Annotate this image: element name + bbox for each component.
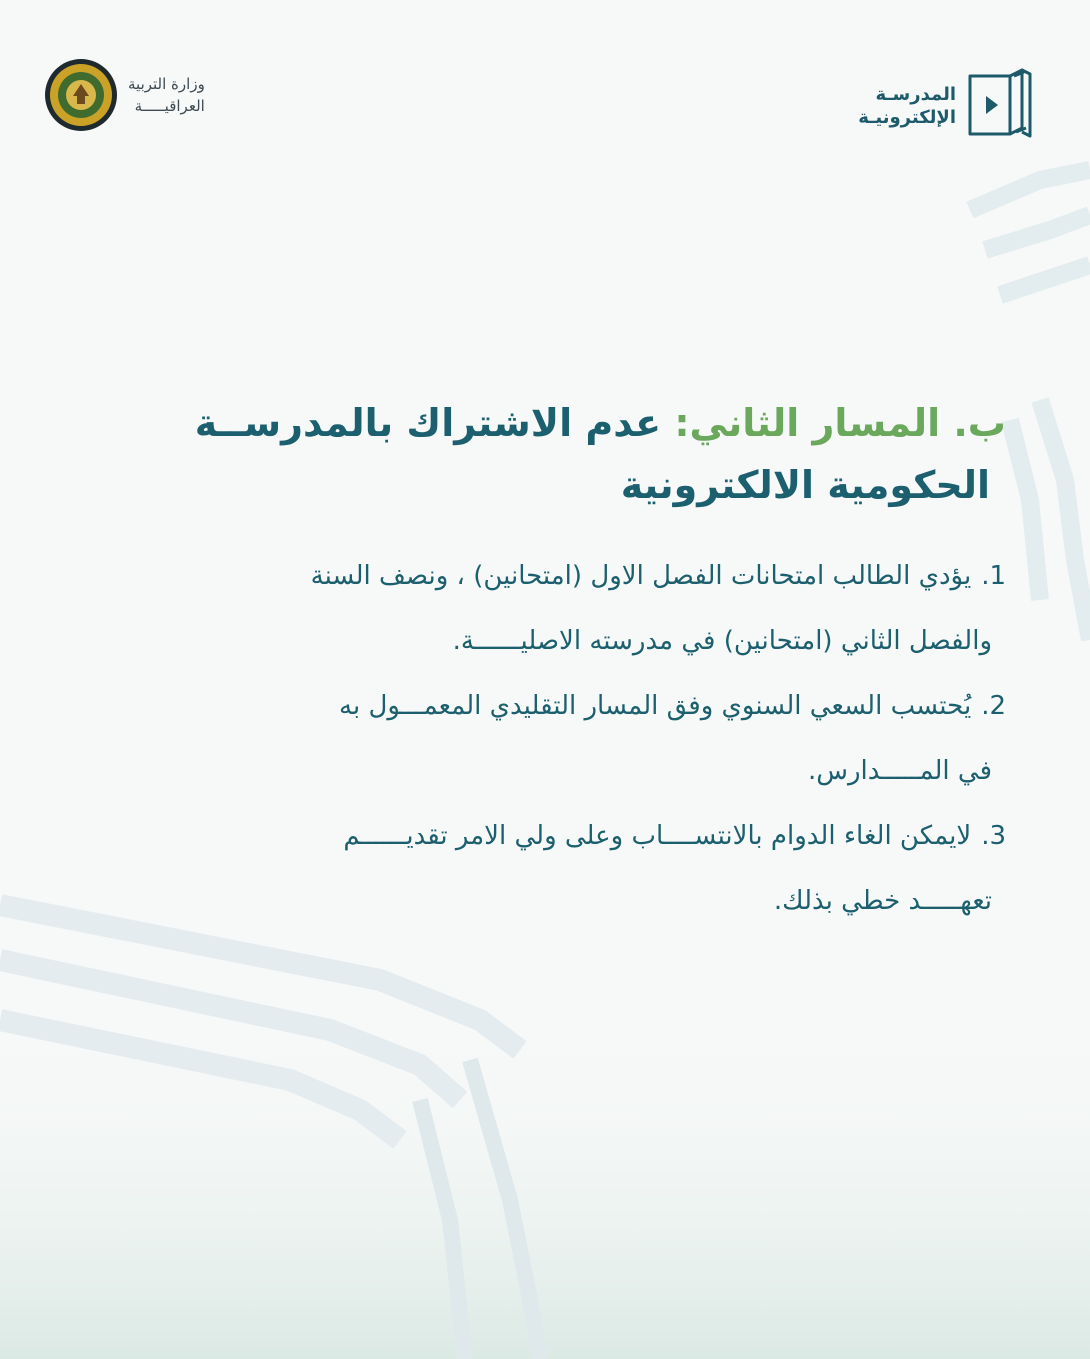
book-play-icon <box>966 68 1036 144</box>
school-name-line1: المدرسـة <box>875 84 956 105</box>
school-name-line2: الإلكترونيـة <box>858 107 956 128</box>
school-logo <box>858 68 1036 144</box>
school-name <box>858 83 956 129</box>
item-text-line2: تعهـــــد خطي بذلك. <box>773 886 992 916</box>
ministry-emblem-icon <box>44 58 118 132</box>
main-content <box>90 392 1006 934</box>
item-text-line1: يُحتسب السعي السنوي وفق المسار التقليدي المعمـــول به <box>339 691 972 721</box>
item-text-line1: لايمكن الغاء الدوام بالانتســــاب وعلى ولي الامر تقديــــــم <box>343 821 972 851</box>
heading-title-line1: عدم الاشتراك بالمدرســة <box>194 401 662 445</box>
heading-title-line2: الحكومية الالكترونية <box>620 463 990 507</box>
ministry-name-line1: وزارة التربية <box>128 75 205 93</box>
list-item <box>90 674 1006 804</box>
ministry-name-line2: العراقيـــــة <box>134 97 205 115</box>
item-number: 1. <box>981 561 1006 591</box>
item-text-line2: والفصل الثاني (امتحانين) في مدرسته الاصليــــــة. <box>452 626 992 656</box>
item-text-line2: في المـــــدارس. <box>807 756 992 786</box>
item-number: 2. <box>981 691 1006 721</box>
item-text-line1: يؤدي الطالب امتحانات الفصل الاول (امتحانين) ، ونصف السنة <box>310 561 972 591</box>
heading-prefix: ب. <box>953 401 1006 445</box>
ministry-header <box>44 58 205 132</box>
heading-route-label: المسار الثاني: <box>674 401 941 445</box>
list-item <box>90 544 1006 674</box>
item-number: 3. <box>981 821 1006 851</box>
list-item <box>90 804 1006 934</box>
rules-list <box>90 544 1006 934</box>
section-heading <box>90 392 1006 516</box>
ministry-name <box>128 73 205 117</box>
